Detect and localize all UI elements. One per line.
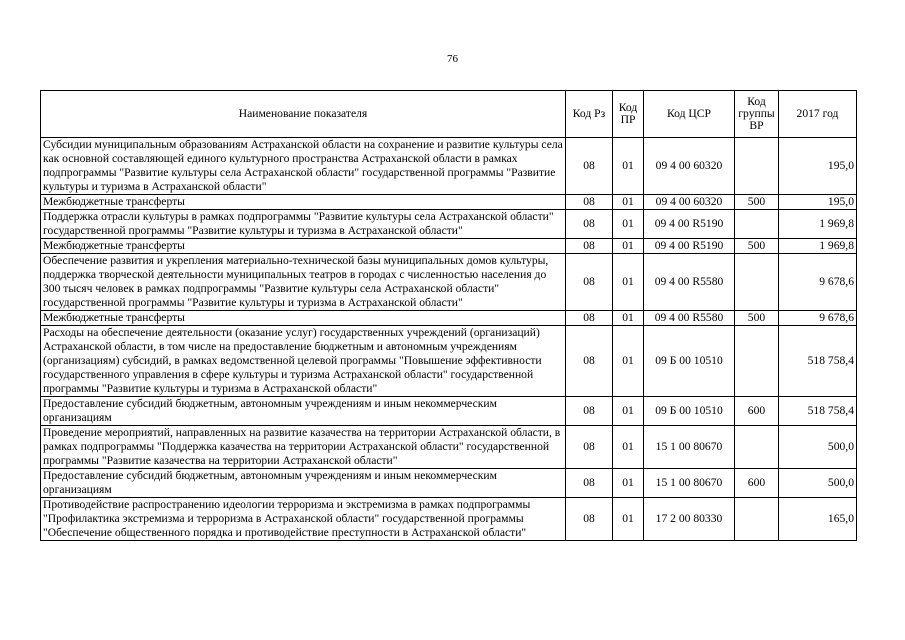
row-rz: 08 <box>566 498 613 541</box>
table-row <box>41 469 857 498</box>
row-vr <box>735 210 779 239</box>
row-pr: 01 <box>613 469 644 498</box>
row-csr: 09 Б 00 10510 <box>644 397 735 426</box>
table-row <box>41 138 857 195</box>
row-vr <box>735 498 779 541</box>
table-row <box>41 239 857 254</box>
row-pr: 01 <box>613 397 644 426</box>
row-name: Межбюджетные трансферты <box>41 195 566 210</box>
row-rz: 08 <box>566 195 613 210</box>
table-body <box>41 138 857 541</box>
row-name: Обеспечение развития и укрепления материально-технической базы муниципальных домов культуры, поддержка творческой деятельности муниципальных театров в городах с численностью населения до 300 тысяч человек в рамках подпрограммы "Развитие культуры села Астраханской области" государственной программы "Развитие культуры и туризма в Астраханской области" <box>41 254 566 311</box>
row-vr: 500 <box>735 239 779 254</box>
row-rz: 08 <box>566 254 613 311</box>
row-name: Межбюджетные трансферты <box>41 239 566 254</box>
row-rz: 08 <box>566 326 613 397</box>
table-row <box>41 426 857 469</box>
row-pr: 01 <box>613 254 644 311</box>
table-row <box>41 326 857 397</box>
row-pr: 01 <box>613 210 644 239</box>
row-rz: 08 <box>566 210 613 239</box>
row-vr: 500 <box>735 311 779 326</box>
row-pr: 01 <box>613 239 644 254</box>
row-amount: 1 969,8 <box>779 239 857 254</box>
row-name: Предоставление субсидий бюджетным, автономным учреждениям и иным некоммерческим организациям <box>41 397 566 426</box>
row-name: Расходы на обеспечение деятельности (оказание услуг) государственных учреждений (организаций) Астраханской области, в том числе на предоставление бюджетным и автономным учреждениям (организациям) субсидий, в рамках ведомственной целевой программы "Повышение эффективности государственного управления в сфере культуры и туризма Астраханской области" государственной программы "Развитие культуры и туризма в Астраханской области" <box>41 326 566 397</box>
row-csr: 15 1 00 80670 <box>644 426 735 469</box>
row-vr <box>735 254 779 311</box>
row-csr: 09 4 00 60320 <box>644 138 735 195</box>
row-name: Субсидии муниципальным образованиям Астраханской области на сохранение и развитие культуры села как основной составляющей единого культурного пространства Астраханской области в рамках подпрограммы "Развитие культуры села Астраханской области" государственной программы "Развитие культуры и туризма в Астраханской области" <box>41 138 566 195</box>
row-amount: 518 758,4 <box>779 397 857 426</box>
row-name: Предоставление субсидий бюджетным, автономным учреждениям и иным некоммерческим организациям <box>41 469 566 498</box>
row-rz: 08 <box>566 469 613 498</box>
table-row <box>41 210 857 239</box>
header-pr: Код ПР <box>613 91 644 138</box>
header-year: 2017 год <box>779 91 857 138</box>
row-vr: 500 <box>735 195 779 210</box>
row-rz: 08 <box>566 397 613 426</box>
row-vr: 600 <box>735 397 779 426</box>
row-rz: 08 <box>566 138 613 195</box>
header-rz: Код Рз <box>566 91 613 138</box>
row-vr <box>735 426 779 469</box>
row-pr: 01 <box>613 195 644 210</box>
table-row <box>41 397 857 426</box>
row-csr: 09 Б 00 10510 <box>644 326 735 397</box>
row-name: Проведение мероприятий, направленных на развитие казачества на территории Астраханской области, в рамках подпрограммы "Поддержка казачества на территории Астраханской области" государственной программы "Развитие казачества на территории Астраханской области" <box>41 426 566 469</box>
row-vr <box>735 326 779 397</box>
row-pr: 01 <box>613 138 644 195</box>
row-pr: 01 <box>613 426 644 469</box>
row-amount: 195,0 <box>779 138 857 195</box>
row-amount: 1 969,8 <box>779 210 857 239</box>
budget-table <box>40 90 857 541</box>
table-row <box>41 254 857 311</box>
table-row <box>41 311 857 326</box>
table-row <box>41 498 857 541</box>
header-vr: Код группы ВР <box>735 91 779 138</box>
row-csr: 09 4 00 R5580 <box>644 311 735 326</box>
row-csr: 09 4 00 60320 <box>644 195 735 210</box>
row-amount: 9 678,6 <box>779 311 857 326</box>
row-amount: 500,0 <box>779 469 857 498</box>
row-name: Поддержка отрасли культуры в рамках подпрограммы "Развитие культуры села Астраханской области" государственной программы "Развитие культуры и туризма в Астраханской области" <box>41 210 566 239</box>
row-rz: 08 <box>566 239 613 254</box>
row-csr: 17 2 00 80330 <box>644 498 735 541</box>
row-csr: 09 4 00 R5580 <box>644 254 735 311</box>
table-header <box>41 91 857 138</box>
table-row <box>41 195 857 210</box>
row-amount: 518 758,4 <box>779 326 857 397</box>
row-csr: 15 1 00 80670 <box>644 469 735 498</box>
row-amount: 500,0 <box>779 426 857 469</box>
row-name: Межбюджетные трансферты <box>41 311 566 326</box>
row-name: Противодействие распространению идеологии терроризма и экстремизма в рамках подпрограммы "Профилактика экстремизма и терроризма в Астраханской области" государственной программы "Обеспечение общественного порядка и противодействие преступности в Астраханской области" <box>41 498 566 541</box>
row-amount: 165,0 <box>779 498 857 541</box>
page-number: 76 <box>447 53 458 65</box>
row-rz: 08 <box>566 311 613 326</box>
row-amount: 9 678,6 <box>779 254 857 311</box>
row-pr: 01 <box>613 311 644 326</box>
row-vr: 600 <box>735 469 779 498</box>
row-pr: 01 <box>613 326 644 397</box>
row-csr: 09 4 00 R5190 <box>644 239 735 254</box>
header-csr: Код ЦСР <box>644 91 735 138</box>
row-rz: 08 <box>566 426 613 469</box>
row-vr <box>735 138 779 195</box>
row-csr: 09 4 00 R5190 <box>644 210 735 239</box>
row-amount: 195,0 <box>779 195 857 210</box>
row-pr: 01 <box>613 498 644 541</box>
header-name: Наименование показателя <box>41 91 566 138</box>
